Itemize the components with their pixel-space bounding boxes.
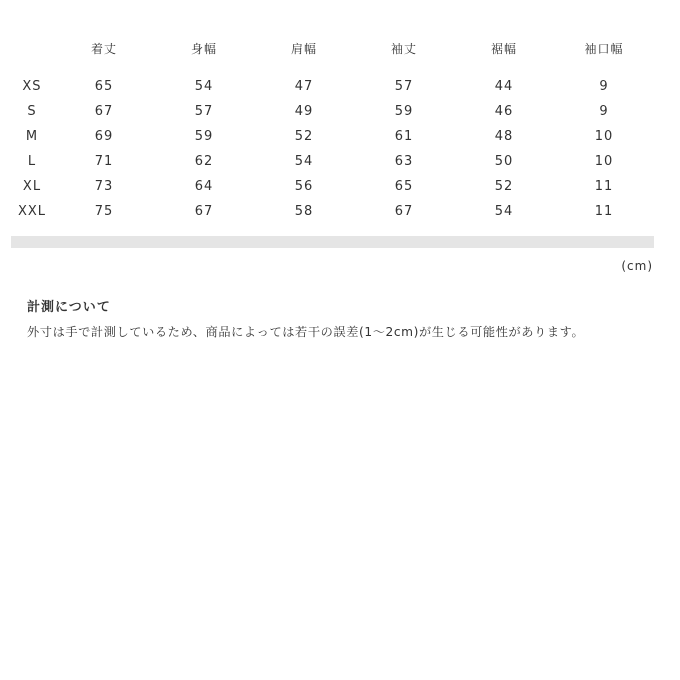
table-cell: 11 bbox=[594, 179, 614, 194]
table-cell: 59 bbox=[394, 104, 414, 119]
table-cell: 49 bbox=[294, 104, 314, 119]
table-row bbox=[10, 99, 654, 124]
column-header-width: 身幅 bbox=[190, 42, 217, 56]
table-cell: 54 bbox=[294, 154, 314, 169]
measurement-title: 計測について bbox=[27, 300, 111, 315]
column-header-hem: 裾幅 bbox=[490, 42, 517, 56]
table-cell: 56 bbox=[294, 179, 314, 194]
table-divider-bar bbox=[11, 236, 654, 248]
header-corner bbox=[10, 30, 54, 68]
table-cell: 54 bbox=[194, 79, 214, 94]
table-cell: 44 bbox=[494, 79, 514, 94]
column-header-length: 着丈 bbox=[90, 42, 117, 56]
table-cell: 73 bbox=[94, 179, 114, 194]
table-cell: 52 bbox=[294, 129, 314, 144]
table-cell: 10 bbox=[594, 154, 614, 169]
size-chart-table bbox=[10, 30, 654, 224]
table-row bbox=[10, 174, 654, 199]
row-size-label: S bbox=[27, 104, 37, 119]
table-row bbox=[10, 74, 654, 99]
table-cell: 58 bbox=[294, 204, 314, 219]
table-cell: 50 bbox=[494, 154, 514, 169]
unit-label: (cm) bbox=[621, 259, 653, 273]
table-row bbox=[10, 199, 654, 224]
table-cell: 67 bbox=[394, 204, 414, 219]
table-cell: 9 bbox=[599, 79, 609, 94]
column-header-shoulder: 肩幅 bbox=[290, 42, 317, 56]
table-cell: 9 bbox=[599, 104, 609, 119]
table-cell: 71 bbox=[94, 154, 114, 169]
column-header-sleeve: 袖丈 bbox=[390, 42, 417, 56]
table-cell: 11 bbox=[594, 204, 614, 219]
row-size-label: XS bbox=[22, 79, 42, 94]
table-cell: 69 bbox=[94, 129, 114, 144]
table-header-row bbox=[10, 30, 654, 68]
table-cell: 57 bbox=[194, 104, 214, 119]
table-cell: 67 bbox=[94, 104, 114, 119]
table-cell: 64 bbox=[194, 179, 214, 194]
table-row bbox=[10, 149, 654, 174]
table-cell: 46 bbox=[494, 104, 514, 119]
table-cell: 61 bbox=[394, 129, 414, 144]
table-row bbox=[10, 124, 654, 149]
table-cell: 52 bbox=[494, 179, 514, 194]
table-cell: 67 bbox=[194, 204, 214, 219]
row-size-label: XL bbox=[22, 179, 42, 194]
table-cell: 59 bbox=[194, 129, 214, 144]
table-cell: 57 bbox=[394, 79, 414, 94]
table-cell: 10 bbox=[594, 129, 614, 144]
table-cell: 65 bbox=[94, 79, 114, 94]
table-cell: 47 bbox=[294, 79, 314, 94]
table-cell: 63 bbox=[394, 154, 414, 169]
measurement-note: 外寸は手で計測しているため、商品によっては若干の誤差(1〜2cm)が生じる可能性があります。 bbox=[27, 325, 585, 339]
row-size-label: XXL bbox=[17, 204, 47, 219]
table-cell: 62 bbox=[194, 154, 214, 169]
row-size-label: L bbox=[27, 154, 37, 169]
row-size-label: M bbox=[25, 129, 39, 144]
table-cell: 54 bbox=[494, 204, 514, 219]
table-cell: 65 bbox=[394, 179, 414, 194]
column-header-cuff: 袖口幅 bbox=[584, 42, 624, 56]
table-cell: 48 bbox=[494, 129, 514, 144]
table-cell: 75 bbox=[94, 204, 114, 219]
